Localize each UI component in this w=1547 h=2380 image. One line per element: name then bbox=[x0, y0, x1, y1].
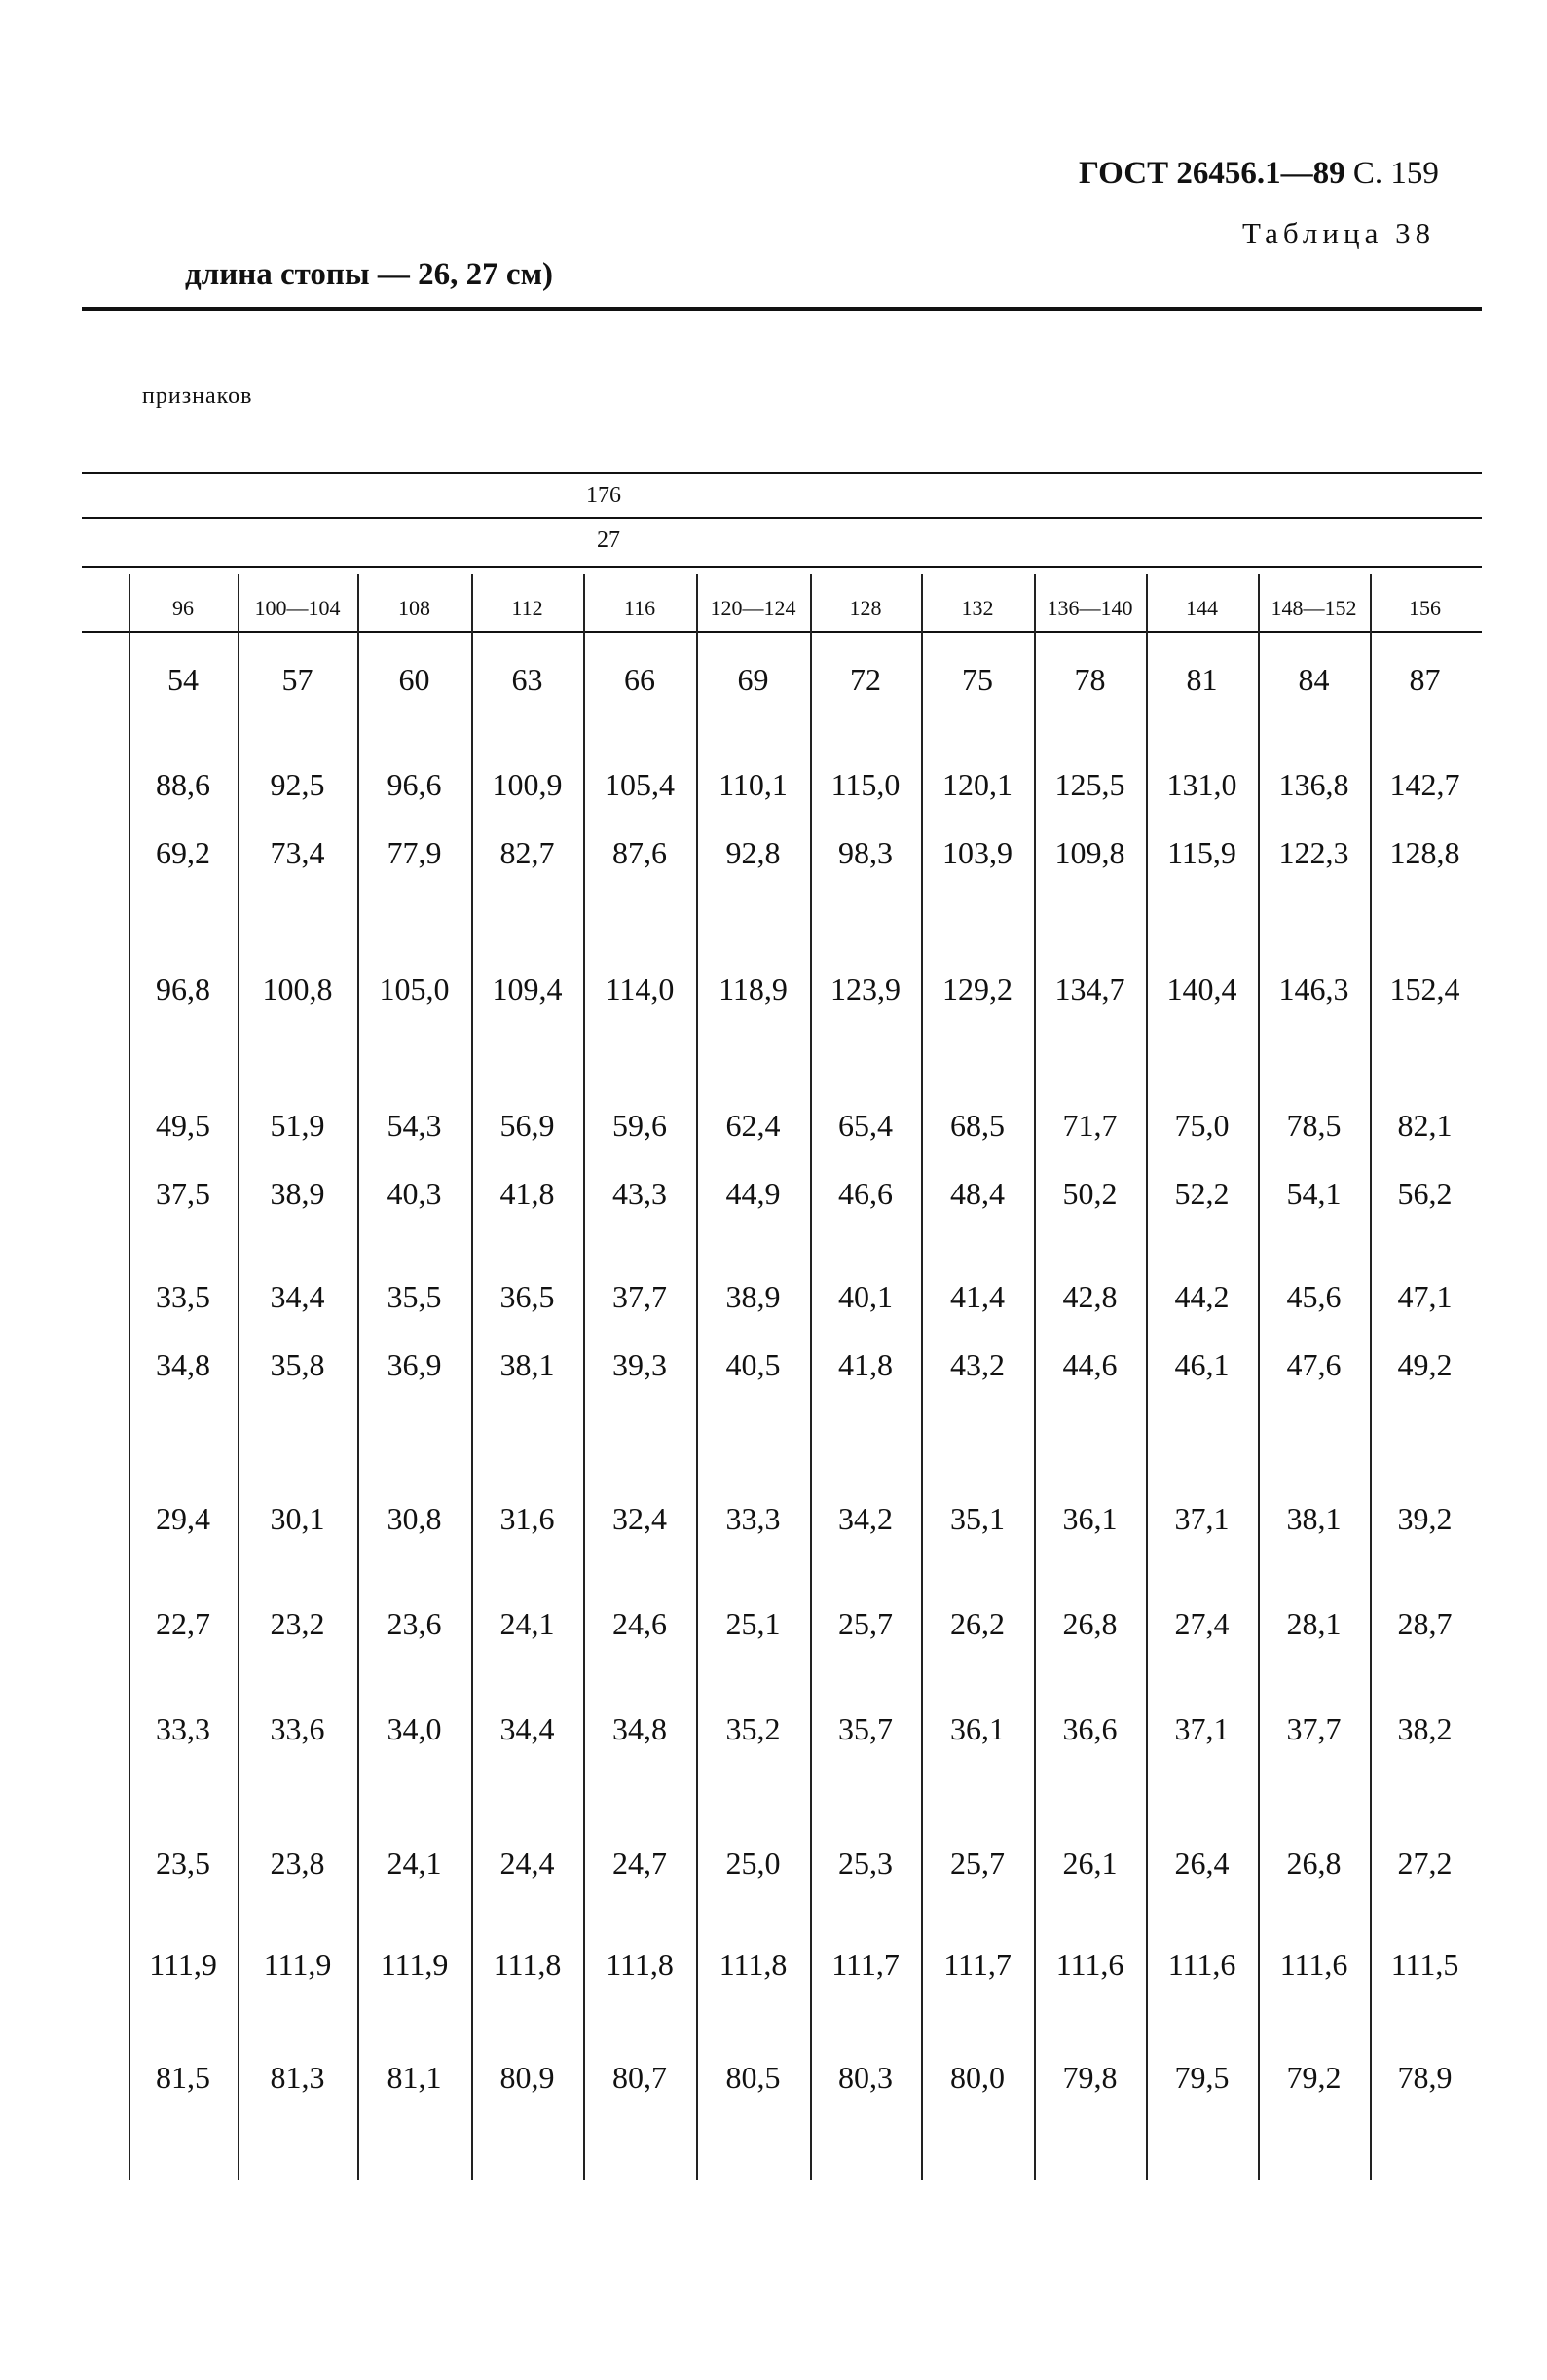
table-cell: 24,7 bbox=[612, 1846, 667, 1881]
table-cell: 134,7 bbox=[1054, 971, 1125, 1007]
table-cell: 46,1 bbox=[1174, 1347, 1230, 1382]
table-cell: 68,5 bbox=[950, 1108, 1005, 1143]
header-rule bbox=[82, 566, 1482, 568]
table-cell: 129,2 bbox=[942, 971, 1013, 1007]
table-cell: 114,0 bbox=[605, 971, 675, 1007]
table-cell: 44,6 bbox=[1062, 1347, 1118, 1382]
header-rule bbox=[82, 517, 1482, 519]
table-cell: 37,7 bbox=[612, 1279, 667, 1314]
table-cell: 78,9 bbox=[1397, 2060, 1453, 2095]
table-cell: 118,9 bbox=[718, 971, 788, 1007]
table-cell: 47,6 bbox=[1286, 1347, 1342, 1382]
page-number: С. 159 bbox=[1352, 156, 1439, 191]
table-cell: 23,8 bbox=[270, 1846, 325, 1881]
table-cell: 30,1 bbox=[270, 1501, 325, 1536]
table-cell: 46,6 bbox=[838, 1176, 893, 1211]
table-cell: 82,7 bbox=[499, 835, 555, 870]
table-cell: 42,8 bbox=[1062, 1279, 1118, 1314]
table-cell: 81 bbox=[1186, 662, 1218, 697]
table-cell: 78 bbox=[1074, 662, 1106, 697]
table-cell: 33,3 bbox=[156, 1711, 210, 1746]
table-cell: 111,9 bbox=[149, 1947, 217, 1982]
table-cell: 54,1 bbox=[1286, 1176, 1342, 1211]
table-cell: 44,9 bbox=[725, 1176, 781, 1211]
table-cell: 25,3 bbox=[838, 1846, 893, 1881]
table-cell: 33,6 bbox=[270, 1711, 325, 1746]
table-cell: 26,2 bbox=[950, 1606, 1005, 1641]
table-cell: 123,9 bbox=[830, 971, 901, 1007]
table-cell: 56,9 bbox=[499, 1108, 555, 1143]
table-cell: 31,6 bbox=[499, 1501, 555, 1536]
table-cell: 34,8 bbox=[612, 1711, 667, 1746]
table-cell: 26,1 bbox=[1062, 1846, 1118, 1881]
table-cell: 79,2 bbox=[1286, 2060, 1342, 2095]
table-cell: 96,8 bbox=[156, 971, 210, 1007]
table-cell: 109,4 bbox=[492, 971, 563, 1007]
table-cell: 25,1 bbox=[725, 1606, 781, 1641]
table-cell: 23,2 bbox=[270, 1606, 325, 1641]
table-cell: 92,5 bbox=[270, 767, 325, 802]
table-cell: 38,1 bbox=[499, 1347, 555, 1382]
table-cell: 35,2 bbox=[725, 1711, 781, 1746]
table-cell: 30,8 bbox=[387, 1501, 442, 1536]
table-cell: 111,6 bbox=[1167, 1947, 1236, 1982]
table-cell: 136,8 bbox=[1278, 767, 1349, 802]
table-cell: 37,7 bbox=[1286, 1711, 1342, 1746]
table-cell: 69 bbox=[737, 662, 769, 697]
table-cell: 40,3 bbox=[387, 1176, 442, 1211]
table-cell: 43,3 bbox=[612, 1176, 667, 1211]
table-cell: 24,1 bbox=[387, 1846, 442, 1881]
table-cell: 111,5 bbox=[1390, 1947, 1459, 1982]
table-cell: 111,6 bbox=[1279, 1947, 1348, 1982]
table-cell: 49,5 bbox=[156, 1108, 210, 1143]
table-cell: 35,7 bbox=[838, 1711, 893, 1746]
table-cell: 59,6 bbox=[612, 1108, 667, 1143]
table-cell: 128,8 bbox=[1389, 835, 1460, 870]
table-cell: 36,5 bbox=[499, 1279, 555, 1314]
table-cell: 131,0 bbox=[1166, 767, 1237, 802]
table-cell: 100,9 bbox=[492, 767, 563, 802]
table-cell: 60 bbox=[398, 662, 430, 697]
table-cell: 37,1 bbox=[1174, 1711, 1230, 1746]
table-cell: 98,3 bbox=[838, 835, 893, 870]
table-cell: 38,9 bbox=[270, 1176, 325, 1211]
table-cell: 34,2 bbox=[838, 1501, 893, 1536]
table-cell: 24,1 bbox=[499, 1606, 555, 1641]
table-cell: 111,9 bbox=[380, 1947, 449, 1982]
table-cell: 152,4 bbox=[1389, 971, 1460, 1007]
table-cell: 75 bbox=[962, 662, 993, 697]
table-cell: 111,9 bbox=[263, 1947, 332, 1982]
table-cell: 26,8 bbox=[1286, 1846, 1342, 1881]
table-cell: 37,5 bbox=[156, 1176, 210, 1211]
table-cell: 84 bbox=[1298, 662, 1330, 697]
table-cell: 103,9 bbox=[942, 835, 1013, 870]
table-cell: 49,2 bbox=[1397, 1347, 1453, 1382]
table-cell: 122,3 bbox=[1278, 835, 1349, 870]
table-cell: 33,3 bbox=[725, 1501, 781, 1536]
table-cell: 34,8 bbox=[156, 1347, 210, 1382]
table-cell: 111,7 bbox=[831, 1947, 900, 1982]
table-cell: 40,5 bbox=[725, 1347, 781, 1382]
table-cell: 25,7 bbox=[950, 1846, 1005, 1881]
table-cell: 41,8 bbox=[838, 1347, 893, 1382]
table-cell: 23,5 bbox=[156, 1846, 210, 1881]
column-header: 120—124 bbox=[710, 596, 796, 620]
table-cell: 25,0 bbox=[725, 1846, 781, 1881]
table-cell: 34,0 bbox=[387, 1711, 442, 1746]
table-cell: 37,1 bbox=[1174, 1501, 1230, 1536]
table-cell: 35,1 bbox=[950, 1501, 1005, 1536]
table-cell: 38,9 bbox=[725, 1279, 781, 1314]
table-cell: 62,4 bbox=[725, 1108, 781, 1143]
table-cell: 115,9 bbox=[1167, 835, 1236, 870]
table-cell: 40,1 bbox=[838, 1279, 893, 1314]
table-cell: 79,8 bbox=[1062, 2060, 1118, 2095]
table-cell: 39,2 bbox=[1397, 1501, 1453, 1536]
table-cell: 34,4 bbox=[499, 1711, 555, 1746]
table-cell: 105,0 bbox=[379, 971, 450, 1007]
table-cell: 36,1 bbox=[950, 1711, 1005, 1746]
table-cell: 50,2 bbox=[1062, 1176, 1118, 1211]
table-cell: 27,4 bbox=[1174, 1606, 1230, 1641]
table-cell: 78,5 bbox=[1286, 1108, 1342, 1143]
table-cell: 38,2 bbox=[1397, 1711, 1453, 1746]
table-cell: 82,1 bbox=[1397, 1108, 1453, 1143]
table-cell: 92,8 bbox=[725, 835, 781, 870]
column-header: 108 bbox=[398, 596, 430, 620]
table-cell: 140,4 bbox=[1166, 971, 1237, 1007]
table-cell: 34,4 bbox=[270, 1279, 325, 1314]
page-header bbox=[1079, 156, 1439, 192]
column-header: 132 bbox=[961, 596, 994, 620]
table-cell: 146,3 bbox=[1278, 971, 1349, 1007]
table-cell: 38,1 bbox=[1286, 1501, 1342, 1536]
title-rule bbox=[82, 307, 1482, 311]
foot-length-header: 27 bbox=[597, 528, 620, 553]
table-cell: 105,4 bbox=[605, 767, 675, 802]
column-header: 144 bbox=[1186, 596, 1218, 620]
column-header: 100—104 bbox=[254, 596, 341, 620]
table-cell: 87 bbox=[1409, 662, 1441, 697]
table-cell: 66 bbox=[624, 662, 655, 697]
column-header: 116 bbox=[623, 596, 656, 620]
column-header: 128 bbox=[849, 596, 882, 620]
table-cell: 80,3 bbox=[838, 2060, 893, 2095]
table-cell: 39,3 bbox=[612, 1347, 667, 1382]
table-cell: 25,7 bbox=[838, 1606, 893, 1641]
table-cell: 54 bbox=[167, 662, 199, 697]
column-header: 112 bbox=[511, 596, 543, 620]
table-cell: 24,6 bbox=[612, 1606, 667, 1641]
table-cell: 80,9 bbox=[499, 2060, 555, 2095]
table-cell: 81,3 bbox=[270, 2060, 325, 2095]
table-cell: 142,7 bbox=[1389, 767, 1460, 802]
table-cell: 57 bbox=[281, 662, 313, 697]
table-cell: 80,0 bbox=[950, 2060, 1005, 2095]
table-cell: 111,8 bbox=[606, 1947, 674, 1982]
table-cell: 115,0 bbox=[830, 767, 901, 802]
table-cell: 24,4 bbox=[499, 1846, 555, 1881]
table-cell: 87,6 bbox=[612, 835, 667, 870]
table-cell: 88,6 bbox=[156, 767, 210, 802]
table-cell: 100,8 bbox=[262, 971, 333, 1007]
table-cell: 79,5 bbox=[1174, 2060, 1230, 2095]
table-cell: 32,4 bbox=[612, 1501, 667, 1536]
header-rule bbox=[82, 472, 1482, 474]
table-cell: 120,1 bbox=[942, 767, 1013, 802]
table-cell: 111,8 bbox=[718, 1947, 788, 1982]
table-cell: 33,5 bbox=[156, 1279, 210, 1314]
table-cell: 36,9 bbox=[387, 1347, 442, 1382]
table-cell: 75,0 bbox=[1174, 1108, 1230, 1143]
table-cell: 111,7 bbox=[943, 1947, 1012, 1982]
table-cell: 81,5 bbox=[156, 2060, 210, 2095]
table-cell: 28,1 bbox=[1286, 1606, 1342, 1641]
table-cell: 80,7 bbox=[612, 2060, 667, 2095]
table-cell: 35,8 bbox=[270, 1347, 325, 1382]
table-cell: 65,4 bbox=[838, 1108, 893, 1143]
table-cell: 41,8 bbox=[499, 1176, 555, 1211]
table-cell: 81,1 bbox=[387, 2060, 442, 2095]
table-cell: 111,8 bbox=[493, 1947, 562, 1982]
table-cell: 36,1 bbox=[1062, 1501, 1118, 1536]
table-cell: 52,2 bbox=[1174, 1176, 1230, 1211]
table-cell: 47,1 bbox=[1397, 1279, 1453, 1314]
table-cell: 26,8 bbox=[1062, 1606, 1118, 1641]
table-cell: 45,6 bbox=[1286, 1279, 1342, 1314]
table-cell: 51,9 bbox=[270, 1108, 325, 1143]
table-subtitle: длина стопы — 26, 27 см) bbox=[185, 257, 554, 292]
table-cell: 48,4 bbox=[950, 1176, 1005, 1211]
table-cell: 22,7 bbox=[156, 1606, 210, 1641]
table-cell: 72 bbox=[850, 662, 881, 697]
table-cell: 29,4 bbox=[156, 1501, 210, 1536]
column-header: 156 bbox=[1409, 596, 1441, 620]
table-cell: 109,8 bbox=[1054, 835, 1125, 870]
table-cell: 71,7 bbox=[1062, 1108, 1118, 1143]
column-header: 96 bbox=[172, 596, 194, 620]
table-cell: 36,6 bbox=[1062, 1711, 1118, 1746]
column-header: 148—152 bbox=[1271, 596, 1357, 620]
table-cell: 44,2 bbox=[1174, 1279, 1230, 1314]
table-cell: 111,6 bbox=[1055, 1947, 1124, 1982]
table-cell: 54,3 bbox=[387, 1108, 442, 1143]
table-cell: 27,2 bbox=[1397, 1846, 1453, 1881]
row-label-header: признаков bbox=[142, 384, 253, 409]
table-cell: 96,6 bbox=[387, 767, 442, 802]
table-cell: 80,5 bbox=[725, 2060, 781, 2095]
document-code: ГОСТ 26456.1—89 bbox=[1079, 156, 1345, 191]
table-number: Таблица 38 bbox=[1242, 216, 1436, 250]
table-cell: 110,1 bbox=[718, 767, 788, 802]
table-cell: 23,6 bbox=[387, 1606, 442, 1641]
table-cell: 43,2 bbox=[950, 1347, 1005, 1382]
table-cell: 28,7 bbox=[1397, 1606, 1453, 1641]
table-cell: 69,2 bbox=[156, 835, 210, 870]
table-cell: 26,4 bbox=[1174, 1846, 1230, 1881]
table-cell: 35,5 bbox=[387, 1279, 442, 1314]
table-cell: 73,4 bbox=[270, 835, 325, 870]
table-cell: 63 bbox=[511, 662, 543, 697]
table-cell: 41,4 bbox=[950, 1279, 1005, 1314]
table-cell: 56,2 bbox=[1397, 1176, 1453, 1211]
column-header: 136—140 bbox=[1047, 596, 1133, 620]
table-cell: 125,5 bbox=[1054, 767, 1125, 802]
header-rule bbox=[82, 631, 1482, 633]
height-header: 176 bbox=[586, 483, 621, 508]
table-cell: 77,9 bbox=[387, 835, 442, 870]
